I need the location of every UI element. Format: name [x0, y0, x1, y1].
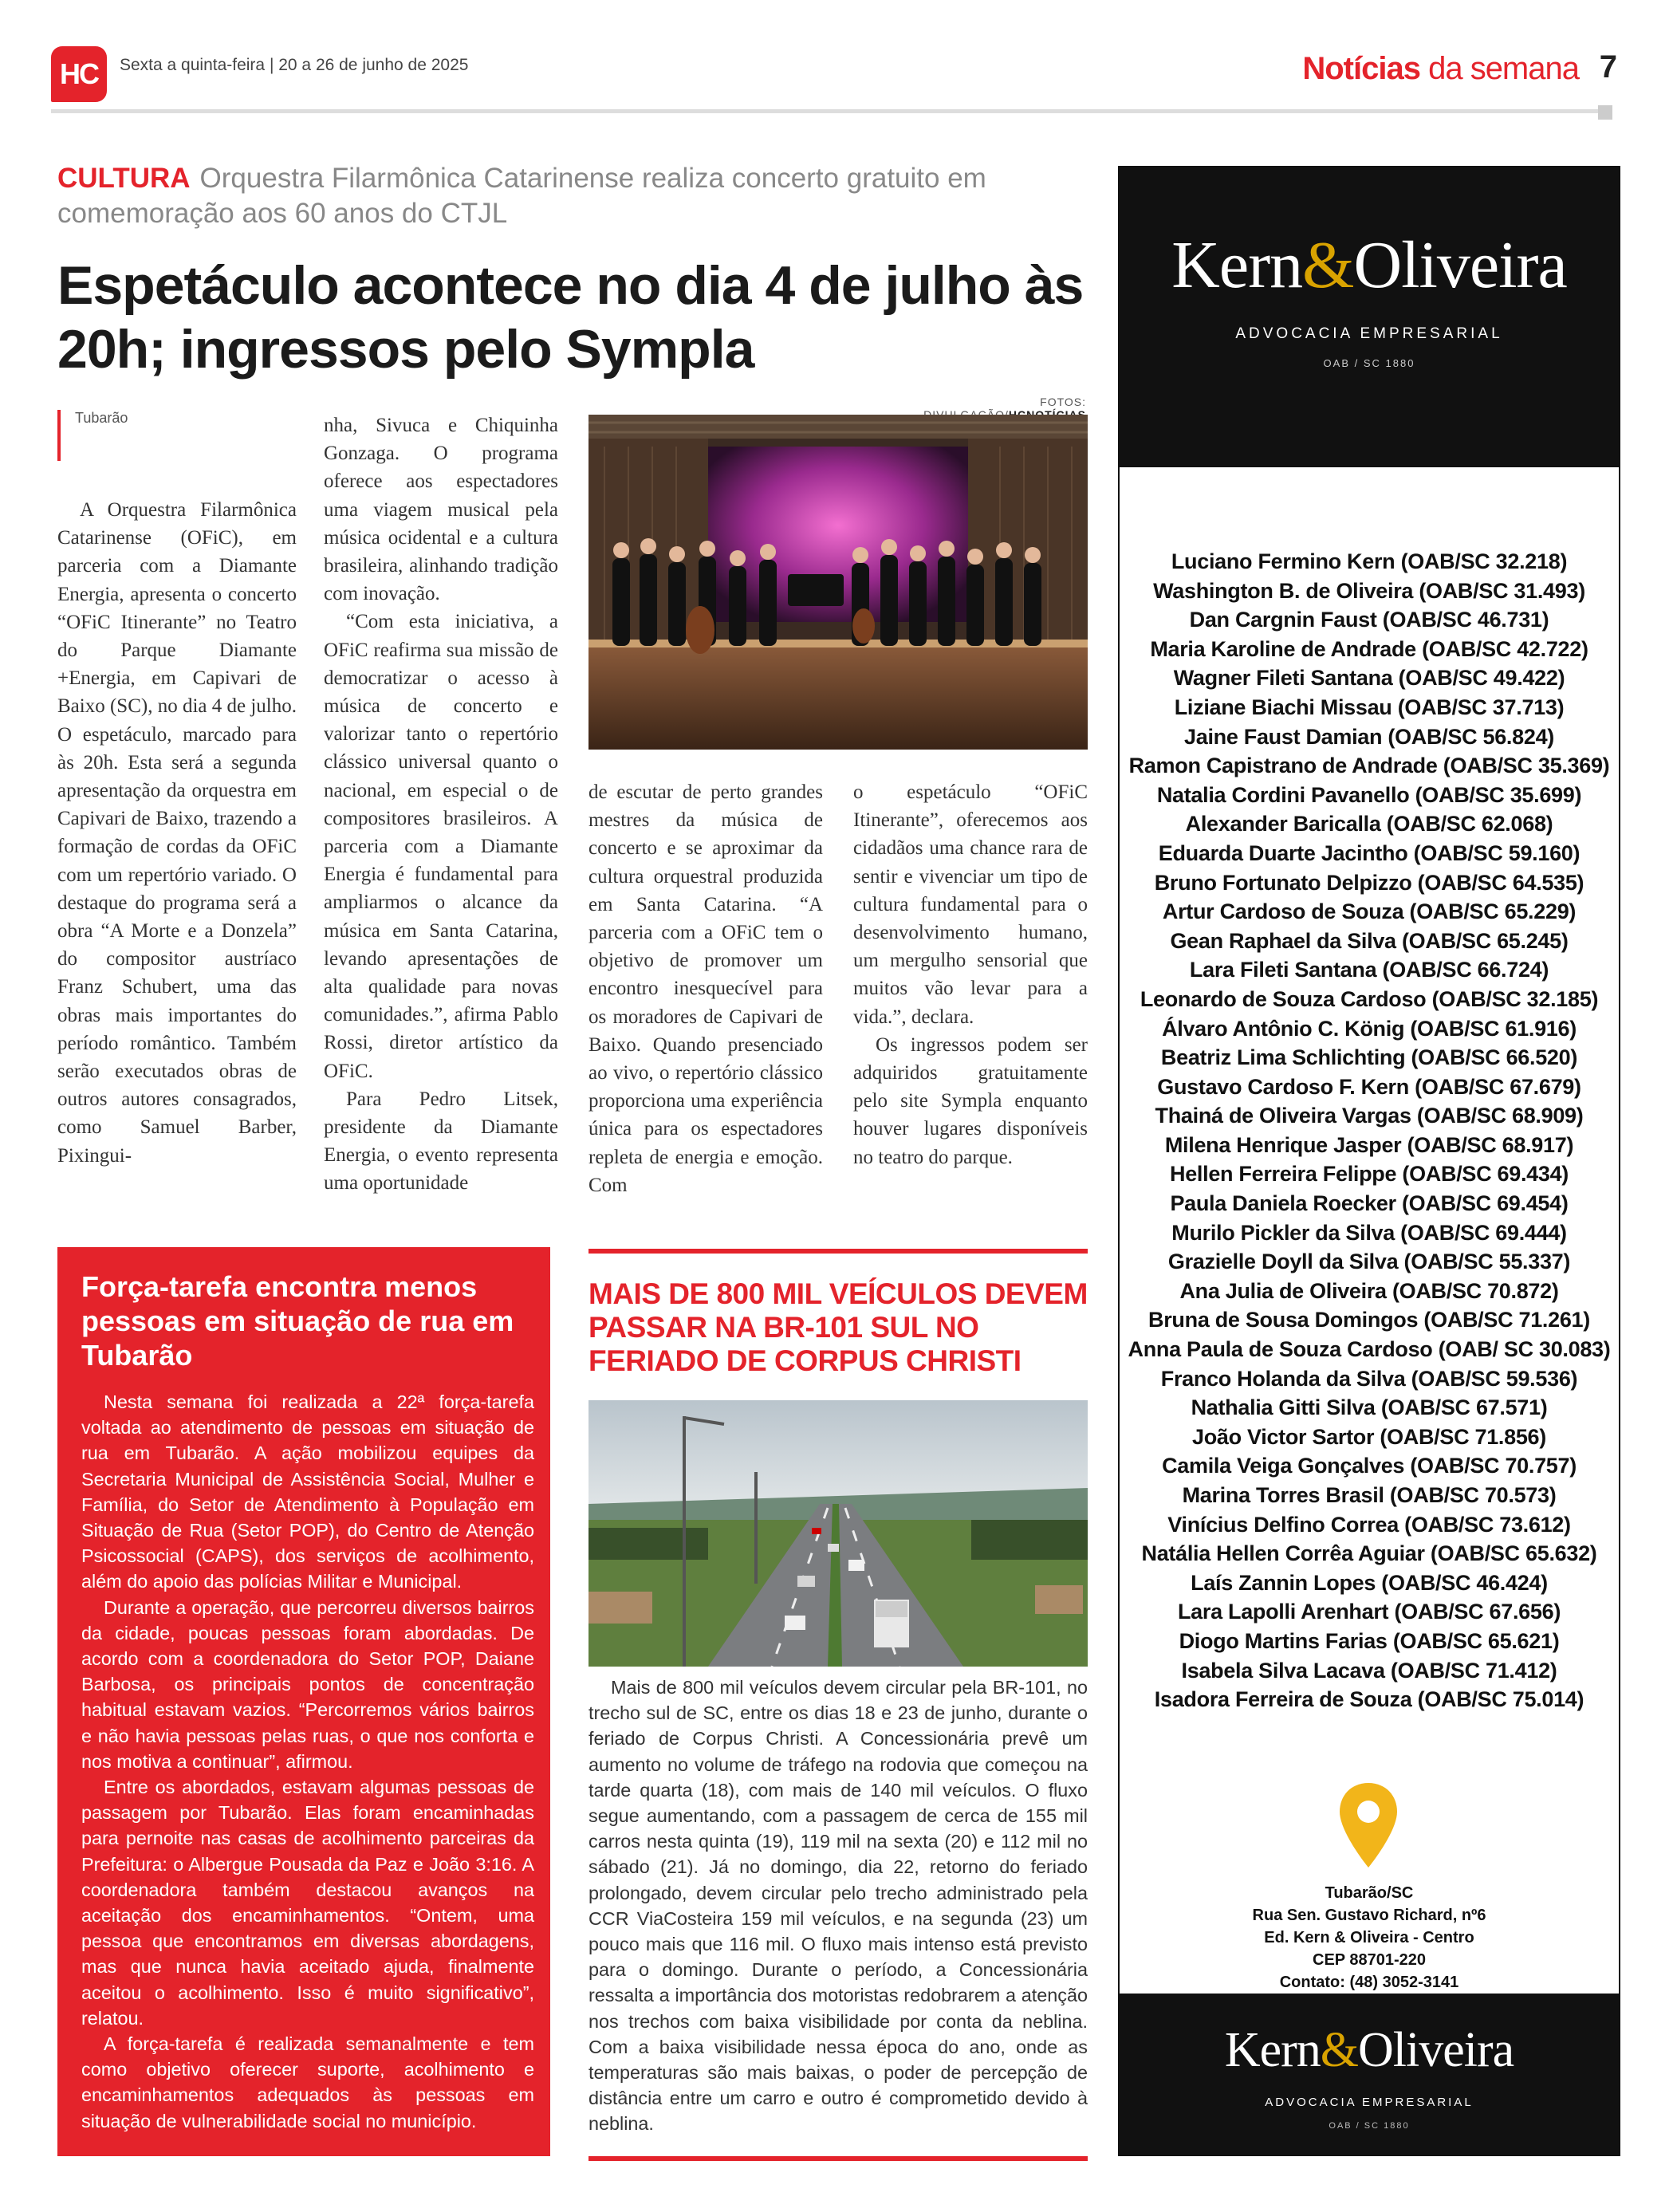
ad-oab-footer: OAB / SC 1880: [1329, 2121, 1410, 2131]
lawyer-entry: Diogo Martins Farias (OAB/SC 65.621): [1179, 1628, 1560, 1653]
article-headline: Espetáculo acontece no dia 4 de julho às 20h; ingressos pelo Sympla: [57, 255, 1084, 380]
lawyer-entry: Murilo Pickler da Silva (OAB/SC 69.444): [1171, 1220, 1567, 1245]
lawyer-entry: Natalia Cordini Pavanello (OAB/SC 35.699): [1156, 782, 1582, 807]
address-line: Rua Sen. Gustavo Richard, nº6: [1252, 1907, 1486, 1924]
lawyer-entry: Alexander Baricalla (OAB/SC 62.068): [1185, 812, 1553, 836]
address-line: Contato: (48) 3052-3141: [1279, 1974, 1459, 1991]
ad-oab: OAB / SC 1880: [1323, 357, 1415, 369]
highway-photo: [589, 1400, 1088, 1667]
orchestra-photo-illustration: [589, 415, 1088, 750]
lawyer-entry: Liziane Biachi Missau (OAB/SC 37.713): [1174, 695, 1565, 719]
lawyer-entry: Hellen Ferreira Felippe (OAB/SC 69.434): [1170, 1162, 1569, 1187]
law-firm-ad: [1118, 166, 1620, 2156]
highway-bottom-rule: [589, 2156, 1088, 2161]
ad-subtitle-footer: ADVOCACIA EMPRESARIAL: [1265, 2096, 1474, 2109]
address-line: CEP 88701-220: [1313, 1951, 1426, 1969]
brand-name-oliveira: Oliveira: [1358, 2023, 1514, 2077]
lawyer-entry: Gustavo Cardoso F. Kern (OAB/SC 67.679): [1157, 1074, 1581, 1099]
lawyer-entry: João Victor Sartor (OAB/SC 71.856): [1192, 1424, 1546, 1449]
highway-headline: MAIS DE 800 MIL VEÍCULOS DEVEM PASSAR NA BR-101 SUL NO FERIADO DE CORPUS CHRISTI: [589, 1277, 1088, 1377]
lawyer-entry: Marina Torres Brasil (OAB/SC 70.573): [1182, 1483, 1557, 1507]
article-paragraph: Para Pedro Litsek, presidente da Diamante Energia, o evento representa uma oportunidade: [324, 1088, 558, 1195]
lawyer-entry: Bruno Fortunato Delpizzo (OAB/SC 64.535): [1154, 870, 1584, 895]
header-rule: [51, 109, 1606, 113]
map-pin-icon: [1336, 1781, 1400, 1869]
dateline: Tubarão: [57, 410, 128, 461]
redbox-paragraph: Nesta semana foi realizada a 22ª força-tarefa voltada ao atendimento de pessoas em situação de rua em Tubarão. A ação mobilizou equipes da Secretaria Municipal de Assistência Social, Mulher e Família, do Setor de Atendimento à População em Situação de Rua (Setor POP), do Centro de Atenção Psicossocial (CAPS), dos serviços de acolhimento, além do apoio das polícias Militar e Municipal.: [81, 1391, 534, 1592]
lawyer-entry: Maria Karoline de Andrade (OAB/SC 42.722): [1150, 636, 1588, 661]
lawyer-entry: Laís Zannin Lopes (OAB/SC 46.424): [1191, 1570, 1548, 1595]
lawyer-entry: Franco Holanda da Silva (OAB/SC 59.536): [1160, 1366, 1578, 1391]
brand-name-kern: Kern: [1171, 228, 1303, 302]
redbox-paragraph: Durante a operação, que percorreu diversos bairros da cidade, poucas pessoas foram abordadas. De acordo com a coordenadora do Setor POP, Daiane Barbosa, os principais pontos de concentração habitual estavam vazios. “Percorremos vários bairros e não havia pessoas pelas ruas, o que nos conforta e nos motiva a continuar”, afirmou.: [81, 1596, 534, 1772]
brand-name-oliveira: Oliveira: [1353, 228, 1567, 302]
lawyer-entry: Anna Paula de Souza Cardoso (OAB/ SC 30.083): [1128, 1337, 1611, 1362]
article-paragraph: nha, Sivuca e Chiquinha Gonzaga. O programa oferece aos espectadores uma viagem musical pela música ocidental e a cultura brasileira, alinhando tradição com inovação.: [324, 415, 558, 605]
ad-footer: [1120, 1994, 1619, 2155]
kicker-text: Orquestra Filarmônica Catarinense realiza concerto gratuito em comemoração aos 60 anos do CTJL: [57, 163, 986, 229]
address-line: Ed. Kern & Oliveira - Centro: [1264, 1929, 1474, 1946]
brand-ampersand: &: [1320, 2023, 1359, 2077]
lawyer-entry: Ramon Capistrano de Andrade (OAB/SC 35.369): [1128, 754, 1610, 778]
lawyer-entry: Vinícius Delfino Correa (OAB/SC 73.612): [1167, 1512, 1571, 1537]
lawyer-entry: Álvaro Antônio C. König (OAB/SC 61.916): [1162, 1016, 1577, 1041]
lawyer-entry: Milena Henrique Jasper (OAB/SC 68.917): [1164, 1132, 1574, 1157]
ad-subtitle: ADVOCACIA EMPRESARIAL: [1235, 325, 1503, 342]
highway-photo-illustration: [589, 1400, 1088, 1667]
redbox-title: Força-tarefa encontra menos pessoas em situação de rua em Tubarão: [81, 1270, 514, 1372]
lawyer-entry: Gean Raphael da Silva (OAB/SC 65.245): [1170, 928, 1569, 953]
lawyer-entry: Washington B. de Oliveira (OAB/SC 31.493): [1153, 578, 1585, 603]
lawyer-entry: Camila Veiga Gonçalves (OAB/SC 70.757): [1162, 1454, 1577, 1478]
brand-name-kern: Kern: [1224, 2023, 1321, 2077]
lawyer-entry: Natália Hellen Corrêa Aguiar (OAB/SC 65.632): [1141, 1541, 1597, 1566]
article-paragraph: A Orquestra Filarmônica Catarinense (OFiC), em parceria com a Diamante Energia, apresenta o concerto “OFiC Itinerante” no Teatro do Parque Diamante +Energia, em Capivari de Baixo (SC), no dia 4 de julho. O espetáculo, marcado para às 20h. Esta será a segunda apresentação da orquestra em Capivari de Baixo, trazendo a formação de cordas da OFiC com um repertório variado. O destaque do programa será a obra “A Morte e a Donzela” do compositor austríaco Franz Schubert, uma das obras mais importantes do período romântico. Também serão executados obras de outros autores consagrados, como Samuel Barber, Pixingui-: [57, 499, 297, 1167]
photo-credit-prefix: FOTOS:: [1040, 396, 1086, 408]
article-paragraph: de escutar de perto grandes mestres da música de concerto e se aproximar da cultura orquestral produzida em Santa Catarina. “A parceria com a OFiC tem o objetivo de promover um encontro inesquecível para os moradores de Capivari de Baixo. Quando presenciado ao vivo, o repertório clássico proporciona uma experiência única para os espectadores repleta de energia e emoção. Com: [589, 781, 823, 1196]
section-title: [1302, 51, 1579, 87]
lawyer-entry: Isabela Silva Lacava (OAB/SC 71.412): [1181, 1658, 1557, 1683]
lawyer-entry: Grazielle Doyll da Silva (OAB/SC 55.337): [1167, 1250, 1571, 1274]
brand-ampersand: &: [1302, 228, 1354, 302]
redbox-body: [81, 1389, 534, 2134]
section-title-light: da semana: [1419, 51, 1579, 86]
lawyer-entry: Lara Fileti Santana (OAB/SC 66.724): [1189, 958, 1549, 982]
lawyer-entry: Wagner Fileti Santana (OAB/SC 49.422): [1173, 666, 1565, 691]
lawyer-entry: Lara Lapolli Arenhart (OAB/SC 67.656): [1177, 1600, 1561, 1624]
issue-date: Sexta a quinta-feira | 20 a 26 de junho de 2025: [120, 56, 469, 74]
redbox-paragraph: A força-tarefa é realizada semanalmente e tem como objetivo oferecer suporte, acolhimento e encaminhamentos adequados às pessoas em situação de vulnerabilidade social no município.: [81, 2033, 534, 2131]
highway-top-rule: [589, 1249, 1088, 1254]
lawyer-entry: Bruna de Sousa Domingos (OAB/SC 71.261): [1148, 1308, 1590, 1332]
redbox-paragraph: Entre os abordados, estavam algumas pessoas de passagem por Tubarão. Elas foram encaminhadas para pernoite nas casas de acolhimento parceiras da Prefeitura: o Albergue Pousada da Paz e João 3:16. A coordenadora também destacou avanços na aceitação dos encaminhamentos. “Ontem, uma pessoa que encontramos em diversas abordagens, mas que nunca havia aceitado ajuda, finalmente aceitou o acolhimento. Isso é muito significativo”, relatou.: [81, 1777, 534, 2029]
lawyer-entry: Nathalia Gitti Silva (OAB/SC 67.571): [1191, 1395, 1548, 1420]
section-title-bold: Notícias: [1302, 51, 1420, 86]
lawyer-entry: Ana Julia de Oliveira (OAB/SC 70.872): [1179, 1278, 1559, 1303]
lawyer-entry: Artur Cardoso de Souza (OAB/SC 65.229): [1162, 899, 1577, 924]
lawyer-entry: Thainá de Oliveira Vargas (OAB/SC 68.909): [1155, 1104, 1584, 1128]
article-column-2: [324, 411, 558, 1198]
ad-brand-logo: [1120, 226, 1619, 304]
article-column-3: [589, 778, 823, 1199]
kicker-label: CULTURA: [57, 163, 191, 194]
article-column-4: [853, 778, 1088, 1171]
lawyer-entry: Isadora Ferreira de Souza (OAB/SC 75.014): [1154, 1687, 1584, 1712]
article-column-1: [57, 496, 297, 1170]
article-paragraph: Os ingressos podem ser adquiridos gratuitamente pelo site Sympla enquanto houver lugares disponíveis no teatro do parque.: [853, 1033, 1088, 1168]
article-paragraph: o espetáculo “OFiC Itinerante”, oferecemos aos cidadãos uma chance rara de sentir e vivenciar um tipo de cultura fundamental para o desenvolvimento humano, um mergulho sensorial que muitos vão levar para a vida.”, declara.: [853, 781, 1088, 1028]
lawyer-entry: Jaine Faust Damian (OAB/SC 56.824): [1184, 724, 1554, 749]
homeless-task-force-box: [57, 1247, 550, 2156]
page-number: 7: [1599, 49, 1617, 85]
address-line: Tubarão/SC: [1325, 1884, 1414, 1902]
orchestra-photo: [589, 415, 1088, 750]
highway-paragraph: Mais de 800 mil veículos devem circular pela BR-101, no trecho sul de SC, entre os dias 18 e 23 de junho, durante o feriado de Corpus Christi. A Concessionária prevê um aumento no volume de tráfego na rodovia que começou na tarde quarta (18), com mais de 140 mil veículos. O fluxo segue aumentando, com a passagem de cerca de 155 mil carros nesta quinta (19), 119 mil na sexta (20) e 112 mil no sábado (21). Já no domingo, dia 22, retorno do feriado prolongado, devem circular pelo trecho administrado pela CCR ViaCosteira 159 mil veículos, e na segunda (23) um pouco mais que 116 mil. O fluxo mais intenso está previsto para o domingo. Durante o período, a Concessionária ressalta a importância dos motoristas redobrarem a atenção nos trechos com baixa visibilidade por conta da neblina. Com a baixa visibilidade nessa época do ano, onde as temperaturas são mais baixas, o poder de percepção de distância entre um carro e outro é comprometido devido à neblina.: [589, 1677, 1088, 2135]
hc-logo: HC: [51, 46, 107, 102]
article-kicker: [57, 161, 1094, 231]
lawyer-entry: Luciano Fermino Kern (OAB/SC 32.218): [1171, 549, 1568, 573]
ad-brand-logo-footer: [1120, 2022, 1619, 2079]
lawyer-entry: Paula Daniela Roecker (OAB/SC 69.454): [1170, 1191, 1569, 1216]
article-paragraph: “Com esta iniciativa, a OFiC reafirma sua missão de democratizar o acesso à música de concerto e valorizar tanto o repertório clássico universal quanto o nacional, em especial o de compositores brasileiros. A parceria com a Diamante Energia é fundamental para ampliarmos o alcance da música em Santa Catarina, levando apresentações de alta qualidade para novas comunidades.”, afirma Pablo Rossi, diretor artístico da OFiC.: [324, 611, 558, 1082]
lawyer-list: [1120, 547, 1619, 1714]
highway-body: [589, 1675, 1088, 2137]
lawyer-entry: Beatriz Lima Schlichting (OAB/SC 66.520): [1160, 1045, 1578, 1070]
lawyer-entry: Leonardo de Souza Cardoso (OAB/SC 32.185): [1140, 986, 1599, 1011]
ad-address: [1120, 1882, 1619, 1994]
lawyer-entry: Dan Cargnin Faust (OAB/SC 46.731): [1189, 608, 1549, 632]
lawyer-entry: Eduarda Duarte Jacintho (OAB/SC 59.160): [1158, 840, 1580, 865]
header-rule-marker: [1598, 105, 1612, 120]
ad-header: [1120, 167, 1619, 467]
